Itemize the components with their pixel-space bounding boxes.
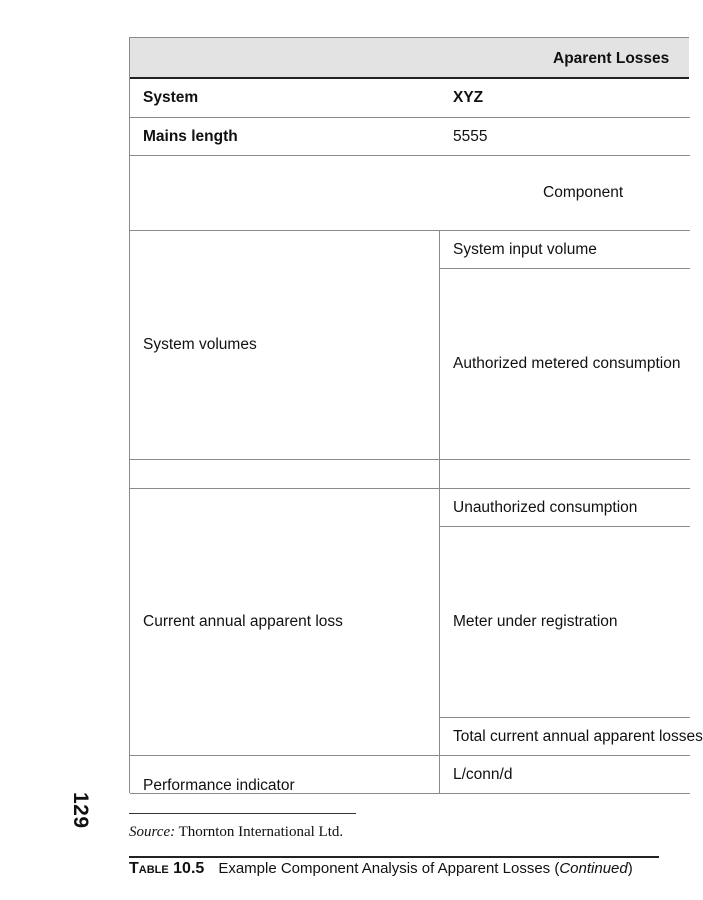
page-number: 129: [69, 792, 92, 829]
mains-length-label: Mains length: [143, 128, 238, 145]
system-input-volume: System input volume: [453, 240, 597, 258]
source-label: Source:: [129, 824, 176, 840]
table-header-title: Aparent Losses: [553, 49, 670, 67]
unauthorized-consumption: Unauthorized consumption: [453, 498, 638, 516]
current-annual-apparent-loss-label: Current annual apparent loss: [143, 613, 343, 630]
caption-close: ): [627, 860, 633, 877]
meter-under-registration: Meter under registration: [453, 613, 618, 630]
component-header: Component: [543, 184, 624, 201]
source-rule: [129, 813, 356, 814]
caption-italic: Continued: [559, 860, 628, 877]
system-value: XYZ: [453, 89, 484, 106]
source-text: Thornton International Ltd.: [178, 824, 344, 840]
mains-length-value: 5555: [453, 128, 488, 145]
caption-tag: Table 10.5: [129, 860, 205, 877]
row-divider: [130, 793, 690, 794]
apparent-losses-table: [129, 37, 703, 794]
authorized-metered-consumption: Authorized metered consumption: [453, 355, 681, 372]
table-caption: [129, 860, 633, 878]
performance-indicator-value: L/conn/d: [453, 766, 513, 783]
system-volumes-label: System volumes: [143, 336, 257, 353]
source-note: [129, 824, 343, 841]
total-current-annual-apparent-losses: Total current annual apparent losses: [453, 727, 703, 745]
performance-indicator-label: Performance indicator: [143, 777, 295, 794]
caption-rule: [129, 856, 659, 858]
row-divider: [130, 459, 690, 460]
system-label: System: [143, 89, 199, 106]
caption-text: Example Component Analysis of Apparent Losses (: [218, 860, 560, 877]
